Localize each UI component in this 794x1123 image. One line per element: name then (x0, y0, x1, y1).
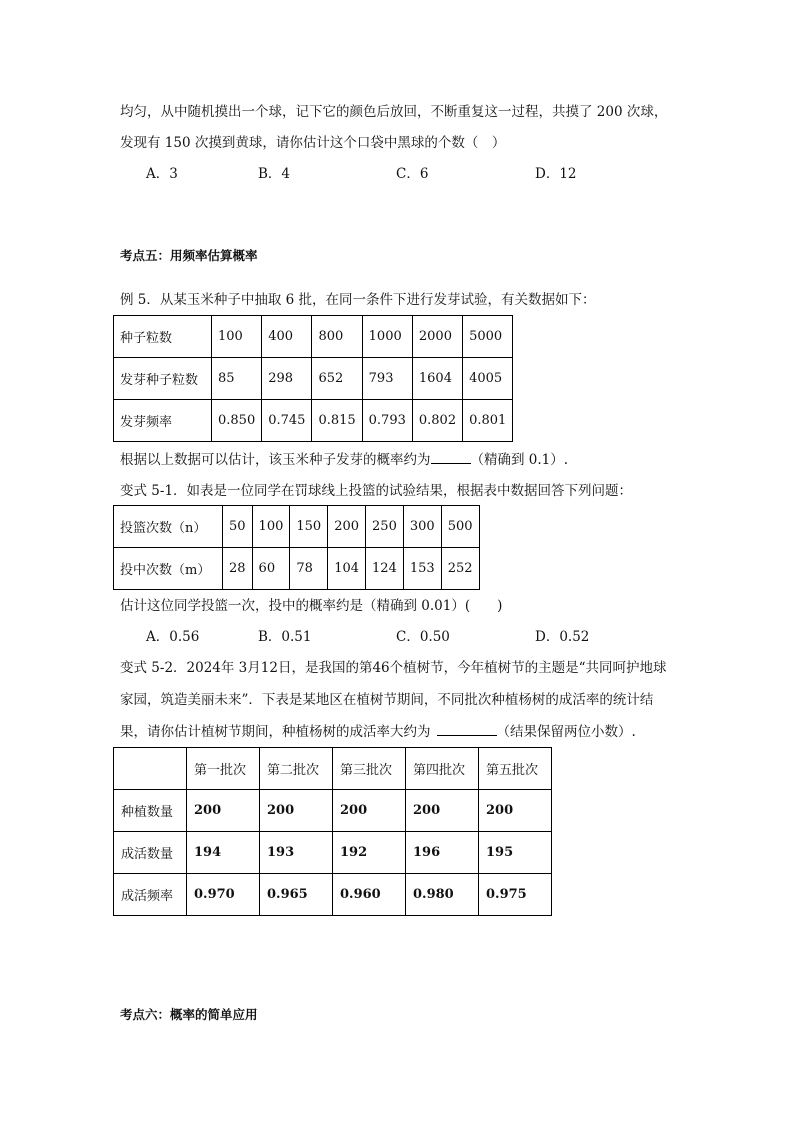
variant5-2-table (113, 747, 552, 916)
table-cell: 种子粒数 (114, 316, 212, 358)
table-cell: 200 (187, 790, 260, 832)
variant5-1-question: 变式 5-1．如表是一位同学在罚球线上投篮的试验结果，根据表中数据回答下列问题： (120, 483, 633, 499)
variant5-1-option-b: B．0.51 (258, 629, 312, 645)
table-cell: 78 (290, 548, 328, 590)
conclusion-text: 根据以上数据可以估计，该玉米种子发芽的概率约为 (120, 452, 431, 468)
section5-title: 考点五：用频率估算概率 (120, 248, 258, 263)
table-cell: 种植数量 (114, 790, 187, 832)
table-cell: 124 (366, 548, 404, 590)
table-cell: 1000 (362, 316, 412, 358)
table-cell: 196 (406, 832, 479, 874)
table-cell: 28 (223, 548, 253, 590)
table-cell: 0.960 (333, 874, 406, 916)
table-cell: 4005 (463, 358, 513, 400)
table-cell: 252 (441, 548, 479, 590)
table-cell: 100 (212, 316, 262, 358)
table-cell: 200 (333, 790, 406, 832)
table-cell: 153 (403, 548, 441, 590)
variant5-1-option-a: A．0.56 (146, 629, 200, 645)
table-row (114, 748, 552, 790)
section6-title: 考点六：概率的简单应用 (120, 1007, 258, 1022)
variant5-1-ask: 估计这位同学投篮一次，投中的概率约是（精确到 0.01）( ) (120, 598, 503, 614)
table-cell: 0.802 (412, 400, 462, 442)
table-cell: 193 (260, 832, 333, 874)
table-cell: 第四批次 (406, 748, 479, 790)
table-cell: 192 (333, 832, 406, 874)
table-cell: 0.815 (312, 400, 362, 442)
table-cell: 300 (403, 506, 441, 548)
table-cell: 500 (441, 506, 479, 548)
variant5-2-line-3 (120, 721, 636, 742)
table-cell: 0.793 (362, 400, 412, 442)
variant5-1-option-d: D．0.52 (535, 629, 590, 645)
table-row (114, 358, 513, 400)
table-row (114, 790, 552, 832)
table-cell: 第三批次 (333, 748, 406, 790)
table-cell: 2000 (412, 316, 462, 358)
table-cell: 5000 (463, 316, 513, 358)
table-cell (114, 748, 187, 790)
table-cell: 150 (290, 506, 328, 548)
table-row (114, 400, 513, 442)
intro-line-1: 均匀，从中随机摸出一个球，记下它的颜色后放回，不断重复这一过程，共摸了 200 次球， (120, 104, 668, 120)
conclusion-suffix: （精确到 0.1）. (470, 452, 569, 468)
table-cell: 200 (328, 506, 366, 548)
answer-blank[interactable] (437, 721, 497, 736)
table-cell: 0.980 (406, 874, 479, 916)
variant5-1-option-c: C．0.50 (396, 629, 450, 645)
table-cell: 104 (328, 548, 366, 590)
intro-option-d: D．12 (535, 166, 577, 182)
table-cell: 793 (362, 358, 412, 400)
table-cell: 60 (252, 548, 290, 590)
table-cell: 0.745 (262, 400, 312, 442)
variant5-2-text: 果，请你估计植树节期间，种植杨树的成活率大约为 (120, 724, 431, 740)
table-cell: 298 (262, 358, 312, 400)
table-cell: 投中次数（m） (114, 548, 223, 590)
table-cell: 400 (262, 316, 312, 358)
table-cell: 200 (260, 790, 333, 832)
table-cell: 投篮次数（n） (114, 506, 223, 548)
table-row (114, 548, 480, 590)
table-cell: 200 (479, 790, 552, 832)
table-cell: 800 (312, 316, 362, 358)
variant5-2-suffix: （结果保留两位小数）. (496, 724, 636, 740)
example5-table (113, 315, 513, 442)
table-cell: 85 (212, 358, 262, 400)
table-cell: 0.850 (212, 400, 262, 442)
table-cell: 0.801 (463, 400, 513, 442)
variant5-1-table (113, 505, 480, 590)
example5-conclusion (120, 449, 568, 470)
table-cell: 195 (479, 832, 552, 874)
answer-blank[interactable] (431, 449, 471, 464)
table-cell: 100 (252, 506, 290, 548)
variant5-2-line-1: 变式 5-2．2024年 3月12日，是我国的第46个植树节，今年植树节的主题是“共同呵护地球 (120, 660, 667, 676)
table-cell: 0.975 (479, 874, 552, 916)
intro-option-c: C．6 (396, 166, 429, 182)
table-cell: 0.965 (260, 874, 333, 916)
variant5-2-line-2: 家园，筑造美丽未来”．下表是某地区在植树节期间，不同批次种植杨树的成活率的统计结 (120, 692, 654, 708)
table-cell: 194 (187, 832, 260, 874)
table-cell: 0.970 (187, 874, 260, 916)
table-cell: 成活数量 (114, 832, 187, 874)
table-row (114, 874, 552, 916)
table-row (114, 832, 552, 874)
table-cell: 发芽频率 (114, 400, 212, 442)
table-cell: 50 (223, 506, 253, 548)
table-cell: 成活频率 (114, 874, 187, 916)
table-row (114, 316, 513, 358)
table-cell: 第一批次 (187, 748, 260, 790)
table-row (114, 506, 480, 548)
table-cell: 第二批次 (260, 748, 333, 790)
intro-option-b: B．4 (258, 166, 291, 182)
intro-option-a: A．3 (146, 166, 178, 182)
table-cell: 652 (312, 358, 362, 400)
table-cell: 200 (406, 790, 479, 832)
table-cell: 250 (366, 506, 404, 548)
table-cell: 发芽种子粒数 (114, 358, 212, 400)
example5-question: 例 5．从某玉米种子中抽取 6 批，在同一条件下进行发芽试验，有关数据如下： (120, 292, 596, 308)
intro-line-2: 发现有 150 次摸到黄球，请你估计这个口袋中黑球的个数（ ） (120, 135, 506, 151)
table-cell: 第五批次 (479, 748, 552, 790)
table-cell: 1604 (412, 358, 462, 400)
